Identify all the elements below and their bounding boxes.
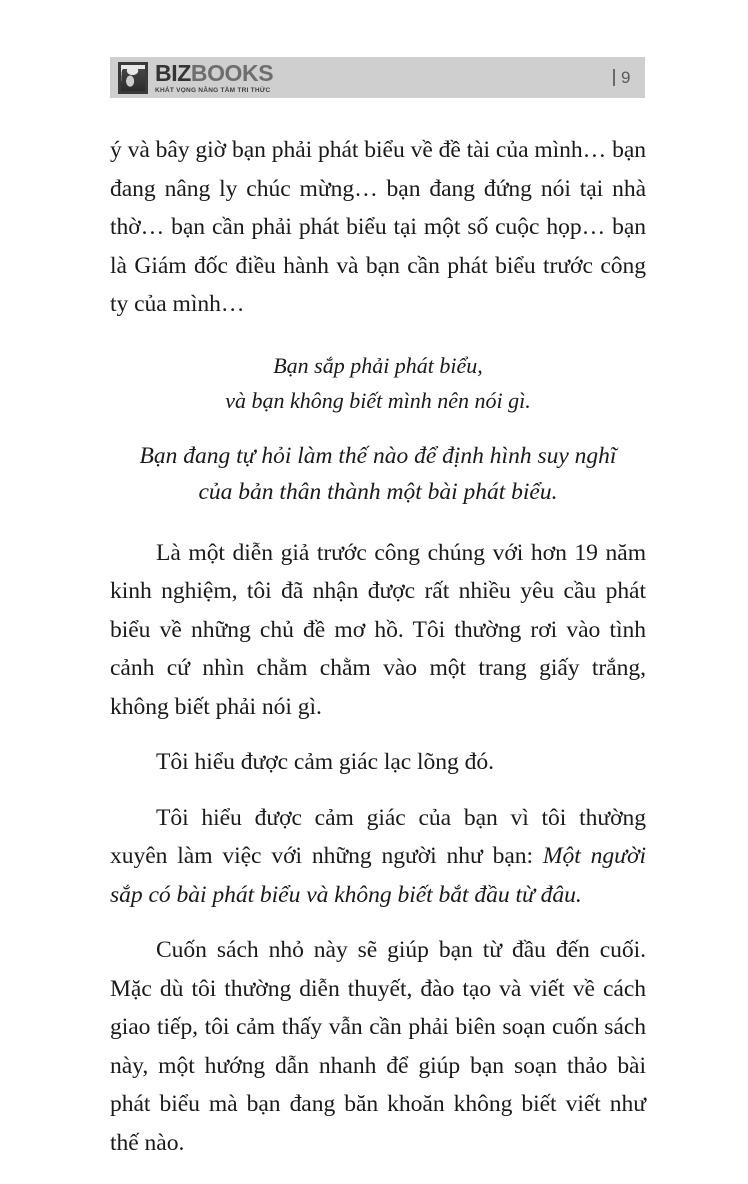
bizbooks-emblem-icon bbox=[118, 62, 148, 94]
paragraph-book-purpose: Cuốn sách nhỏ này sẽ giúp bạn từ đầu đến cuối. Mặc dù tôi thường diễn thuyết, đào tạo và viết về cách giao tiếp, tôi cảm thấy vẫn cần phải biên soạn cuốn sách này, một hướng dẫn nhanh để giúp bạn soạn thảo bài phát biểu mà bạn đang băn khoăn không biết viết như thế nào. bbox=[110, 937, 646, 1156]
brand-wordmark-books: BOOKS bbox=[190, 60, 274, 86]
paragraph-continuation: ý và bây giờ bạn phải phát biểu về đề tài của mình… bạn đang nâng ly chúc mừng… bạn đang đứng nói tại nhà thờ… bạn cần phải phát biểu tại một số cuộc họp… bạn là Giám đốc điều hành và bạn cần phát biểu trước công ty của mình… bbox=[110, 137, 646, 317]
page-number-divider bbox=[613, 69, 615, 86]
emblem-book-edge bbox=[121, 65, 145, 69]
pull-quote-two-line-1: Bạn đang tự hỏi làm thế nào để định hình suy nghĩ bbox=[139, 442, 617, 469]
pull-quote-one bbox=[110, 348, 646, 418]
pull-quote-one-line-2: và bạn không biết mình nên nói gì. bbox=[225, 387, 531, 413]
pull-quote-one-line-1: Bạn sắp phải phát biểu, bbox=[273, 352, 483, 378]
brand-text-block bbox=[155, 61, 273, 95]
paragraph-experience: Là một diễn giả trước công chúng với hơn 19 năm kinh nghiệm, tôi đã nhận được rất nhiều yêu cầu phát biểu về những chủ đề mơ hồ. Tôi thường rơi vào tình cảnh cứ nhìn chằm chằm vào một trang giấy trắng, không biết phải nói gì. bbox=[110, 539, 646, 720]
brand-wordmark-biz: BIZ bbox=[155, 60, 191, 86]
paragraph-empathy-long-italic: Một người sắp có bài phát biểu và không biết bắt đầu từ đâu. bbox=[110, 843, 646, 908]
pull-quote-two-line-2: của bản thân thành một bài phát biểu. bbox=[198, 478, 558, 505]
page-number-value: 9 bbox=[621, 67, 631, 87]
paragraph-empathy-long bbox=[110, 799, 646, 915]
publisher-logo bbox=[110, 57, 273, 98]
paragraph-empathy-short: Tôi hiểu được cảm giác lạc lõng đó. bbox=[156, 749, 494, 775]
pull-quote-two bbox=[110, 438, 646, 510]
page-number bbox=[613, 68, 645, 88]
paragraph-empathy-long-plain: Tôi hiểu được cảm giác của bạn vì tôi thường xuyên làm việc với những người như bạn: bbox=[110, 804, 646, 869]
page-content bbox=[110, 131, 646, 1162]
running-header bbox=[110, 57, 645, 98]
brand-tagline: KHÁT VỌNG NÂNG TẦM TRI THỨC bbox=[155, 87, 271, 94]
brand-wordmark bbox=[155, 62, 273, 85]
